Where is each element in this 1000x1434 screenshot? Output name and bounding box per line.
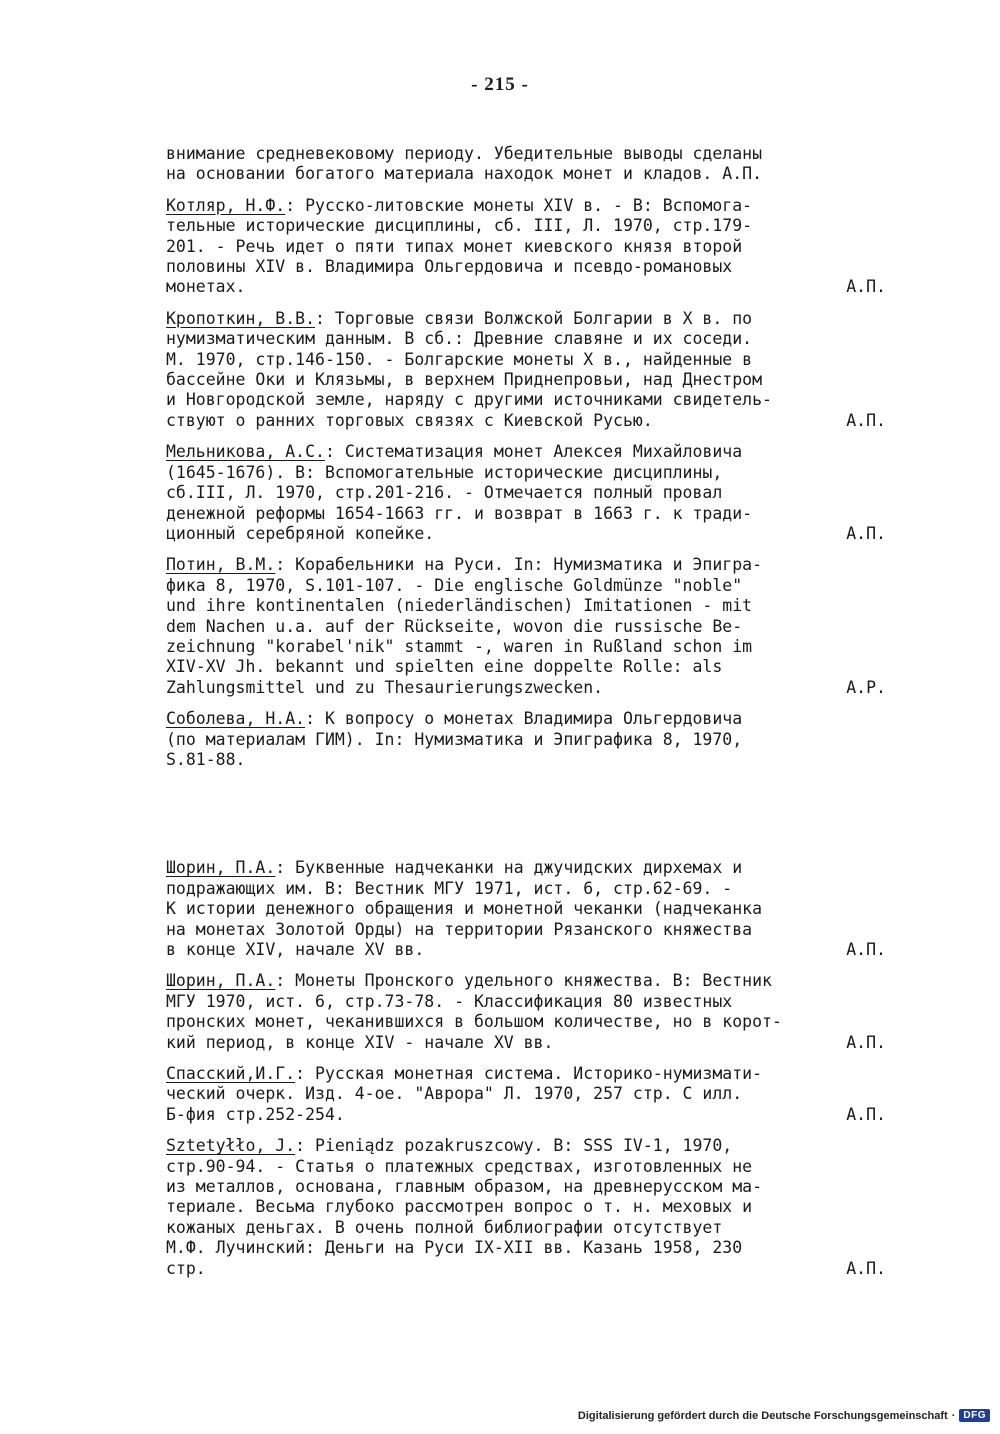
entry-title-start: : Pieniądz pozakruszcowy. В: SSS IV-1, 1970,: [295, 1136, 733, 1156]
footer-text: Digitalisierung gefördert durch die Deutsche Forschungsgemeinschaft: [577, 1409, 948, 1422]
entry-line-text: К истории денежного обращения и монетной чеканки (надчеканка: [166, 899, 763, 919]
entry-line-text: денежной реформы 1654-1663 гг. и возврат в 1663 г. к тради-: [166, 503, 753, 523]
bibliography-entry: [166, 709, 886, 770]
entry-first-line-text: [166, 858, 742, 878]
entry-line-text: Zahlungsmittel und zu Thesaurierungszwecken.: [166, 677, 604, 697]
entry-line: [166, 657, 886, 677]
entry-signature: А.П.: [846, 1032, 886, 1052]
entry-first-line: [166, 709, 886, 729]
entry-last-line: [166, 524, 886, 544]
entry-line: [166, 216, 886, 236]
entry-line-text: монетах.: [166, 277, 246, 297]
entry-line: [166, 329, 886, 349]
bibliography-entry: [166, 1064, 886, 1125]
entry-line-text: Б-фия стр.252-254.: [166, 1104, 345, 1124]
entry-line-text: половины XIV в. Владимира Ольгердовича и псевдо-романовых: [166, 257, 733, 277]
entry-line-text: zeichnung "korabel'nik" stammt -, waren in Rußland schon im: [166, 636, 753, 656]
entry-first-line: [166, 196, 886, 216]
entry-line-text: териале. Весьма глубоко рассмотрен вопрос о т. н. меховых и: [166, 1197, 753, 1217]
entry-first-line-text: [166, 196, 752, 216]
entry-signature: А.П.: [846, 523, 886, 543]
entry-signature: А.П.: [846, 1104, 886, 1124]
entry-title-start: : Монеты Пронского удельного княжества. В: Вестник: [275, 971, 772, 991]
entry-first-line-text: [166, 709, 742, 729]
footer-credit: Digitalisierung gefördert durch die Deutsche Forschungsgemeinschaft · DFG: [578, 1409, 990, 1422]
entry-signature: A.P.: [846, 677, 886, 697]
entry-line-text: на основании богатого материала находок монет и кладов. А.П.: [166, 164, 763, 184]
entry-first-line-text: [166, 309, 752, 329]
section-gap: [166, 781, 886, 858]
entry-line: [166, 920, 886, 940]
entry-line: [166, 1012, 886, 1032]
entry-line-text: из металлов, основана, главным образом, на древнерусском ма-: [166, 1177, 763, 1197]
entry-line-text: ческий очерк. Изд. 4-ое. "Аврора" Л. 1970, 257 стр. С илл.: [166, 1084, 743, 1104]
bibliography-entry: [166, 555, 886, 698]
entry-title-start: : Торговые связи Волжской Болгарии в X в. по: [315, 308, 753, 328]
entry-line: [166, 730, 886, 750]
entry-line-text: кий период, в конце XIV - начале XV вв.: [166, 1032, 554, 1052]
entry-line-text: на монетах Золотой Орды) на территории Рязанского княжества: [166, 919, 753, 939]
entry-line-text: ционный серебряной копейке.: [166, 523, 435, 543]
entry-line: [166, 879, 886, 899]
entry-first-line: [166, 971, 886, 991]
entry-line: [166, 504, 886, 524]
entry-line-text: внимание средневековому периоду. Убедительные выводы сделаны: [166, 144, 763, 163]
entry-line: [166, 370, 886, 390]
entry-line-text: und ihre kontinentalen (niederländischen) Imitationen - mit: [166, 596, 753, 616]
entry-line-text: кожаных деньгах. В очень полной библиографии отсутствует: [166, 1217, 723, 1237]
entry-line-text: XIV-XV Jh. bekannt und spielten eine doppelte Rolle: als: [166, 657, 723, 677]
entry-author: Соболева, Н.А.: [166, 709, 306, 729]
entry-line: [166, 617, 886, 637]
entry-line-text: бассейне Оки и Клязьмы, в верхнем Приднепровьи, над Днестром: [166, 370, 763, 390]
entry-line-text: пронских монет, чеканившихся в большом количестве, но в корот-: [166, 1012, 782, 1032]
entry-line: [166, 1218, 886, 1238]
entry-author: Мельникова, А.С.: [166, 442, 325, 462]
entry-line-text: тельные исторические дисциплины, сб. III, Л. 1970, стр.179-: [166, 216, 753, 236]
entry-last-line: [166, 678, 886, 698]
entry-line-text: в конце XIV, начале XV вв.: [166, 940, 425, 959]
entry-author: Sztetyłło, J.: [166, 1136, 296, 1156]
entry-line-text: сб.III, Л. 1970, стр.201-216. - Отмечается полный провал: [166, 483, 723, 503]
bibliography-entry: [166, 1136, 886, 1279]
page-content: [166, 144, 886, 1290]
entry-line-text: М. 1970, стр.146-150. - Болгарские монеты X в., найденные в: [166, 349, 753, 369]
entry-line: [166, 899, 886, 919]
entry-author: Потин, В.М.: [166, 555, 276, 575]
entry-line: [166, 483, 886, 503]
bibliography-entry: [166, 196, 886, 298]
entry-signature: А.П.: [846, 1258, 886, 1278]
entry-line: [166, 463, 886, 483]
entry-last-line: [166, 1259, 886, 1279]
bibliography-entry: [166, 309, 886, 431]
entry-title-start: : Буквенные надчеканки на джучидских дирхемах и: [275, 858, 743, 878]
entry-line-text: S.81-88.: [166, 749, 246, 769]
entry-first-line: [166, 1064, 886, 1084]
entry-line: [166, 1238, 886, 1258]
entry-line: [166, 390, 886, 410]
entry-title-start: : Русская монетная система. Историко-нумизмати-: [295, 1064, 763, 1084]
entry-signature: А.П.: [846, 410, 886, 430]
entry-title-start: : К вопросу о монетах Владимира Ольгердовича: [305, 709, 743, 729]
entry-line-text: М.Ф. Лучинский: Деньги на Руси IX-XII вв. Казань 1958, 230: [166, 1238, 743, 1258]
entry-line-text: (по материалам ГИМ). In: Нумизматика и Эпиграфика 8, 1970,: [166, 729, 743, 749]
page-number: - 215 -: [471, 74, 529, 95]
entry-first-line-text: [166, 1064, 762, 1084]
bibliography-entry: [166, 858, 886, 960]
entry-line: [166, 750, 886, 770]
bibliography-block-1: [166, 144, 886, 770]
entry-first-line: [166, 1136, 886, 1156]
entry-line: [166, 596, 886, 616]
entry-author: Котляр, Н.Ф.: [166, 195, 286, 215]
entry-line-text: подражающих им. В: Вестник МГУ 1971, ист. 6, стр.62-69. -: [166, 878, 733, 898]
entry-first-line: [166, 442, 886, 462]
entry-author: Кропоткин, В.В.: [166, 308, 316, 328]
entry-signature: А.П.: [846, 940, 886, 959]
entry-first-line-text: [166, 1136, 732, 1156]
entry-first-line-text: [166, 555, 762, 575]
entry-last-line: [166, 1033, 886, 1053]
entry-line-text: 201. - Речь идет о пяти типах монет киевского князя второй: [166, 236, 743, 256]
dfg-logo: DFG: [959, 1409, 990, 1422]
entry-first-line-text: [166, 971, 772, 991]
entry-line: [166, 144, 886, 164]
entry-last-line: [166, 1105, 886, 1125]
bibliography-entry: [166, 144, 886, 185]
entry-last-line: [166, 940, 886, 960]
entry-author: Шорин, П.А.: [166, 858, 276, 878]
entry-author: Шорин, П.А.: [166, 971, 276, 991]
entry-line-text: МГУ 1970, ист. 6, стр.73-78. - Классификация 80 известных: [166, 991, 733, 1011]
entry-line: [166, 257, 886, 277]
entry-first-line: [166, 858, 886, 878]
entry-author: Спасский,И.Г.: [166, 1064, 296, 1084]
entry-line: [166, 237, 886, 257]
entry-first-line-text: [166, 442, 742, 462]
entry-line: [166, 1177, 886, 1197]
entry-line-text: нумизматическим данным. В сб.: Древние славяне и их соседи.: [166, 329, 753, 349]
entry-line: [166, 350, 886, 370]
entry-line: [166, 1084, 886, 1104]
entry-line-text: стр.: [166, 1258, 206, 1278]
bibliography-entry: [166, 971, 886, 1053]
entry-line: [166, 1157, 886, 1177]
entry-line-text: фика 8, 1970, S.101-107. - Die englische Goldmünze "noble": [166, 575, 743, 595]
entry-line-text: (1645-1676). В: Вспомогательные исторические дисциплины,: [166, 462, 723, 482]
entry-line-text: и Новгородской земле, наряду с другими источниками свидетель-: [166, 390, 772, 410]
entry-signature: А.П.: [846, 277, 886, 297]
entry-last-line: [166, 411, 886, 431]
entry-line: [166, 576, 886, 596]
bibliography-entry: [166, 442, 886, 544]
entry-title-start: : Русско-литовские монеты XIV в. - В: Вспомога-: [285, 195, 753, 215]
entry-first-line: [166, 555, 886, 575]
entry-line-text: dem Nachen u.a. auf der Rückseite, wovon die russische Be-: [166, 616, 743, 636]
entry-title-start: : Корабельники на Руси. In: Нумизматика и Эпигра-: [275, 555, 763, 575]
entry-line: [166, 1197, 886, 1217]
entry-first-line: [166, 309, 886, 329]
entry-line: [166, 992, 886, 1012]
bibliography-block-2: [166, 858, 886, 1279]
entry-line-text: ствуют о ранних торговых связях с Киевской Русью.: [166, 410, 653, 430]
entry-line: [166, 164, 886, 184]
entry-line-text: стр.90-94. - Статья о платежных средствах, изготовленных не: [166, 1156, 753, 1176]
entry-last-line: [166, 277, 886, 297]
entry-line: [166, 637, 886, 657]
entry-title-start: : Систематизация монет Алексея Михайловича: [324, 442, 743, 462]
